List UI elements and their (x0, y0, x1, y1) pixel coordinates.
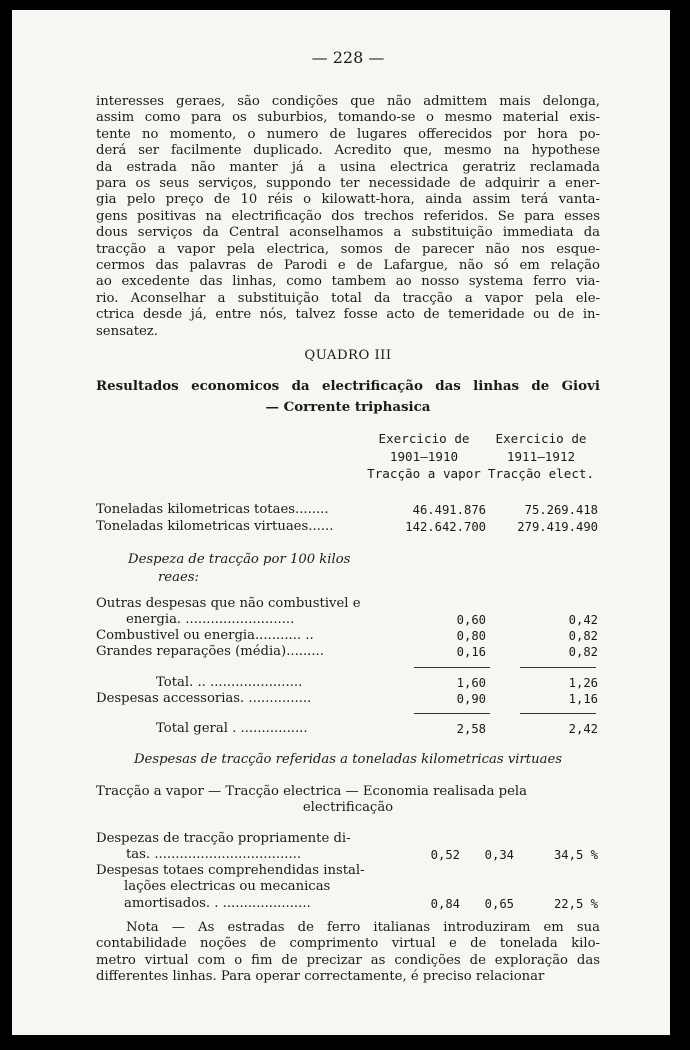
text-line: dous serviços da Central aconselhamos a substituição immediata da (96, 225, 600, 241)
text-line: Nota — As estradas de ferro italianas introduziram em sua (126, 920, 600, 935)
sum-rule (414, 713, 490, 714)
footnote-paragraph (96, 920, 600, 986)
text-line: differentes linhas. Para operar correctamente, é preciso relacionar (96, 969, 545, 985)
section-subtitle: Despesas de tracção referidas a toneladas kilometricas virtuaes (133, 752, 563, 767)
text-line: sensatez. (96, 323, 158, 339)
text-line: assim como para os suburbios, tomando-se o mesmo material exis- (96, 110, 600, 126)
text-line: gia pelo preço de 10 réis o kilowatt-hora, ainda assim terá vanta- (96, 192, 600, 208)
section-subtitle: Despeza de tracção por 100 kilos reaes: (128, 552, 351, 585)
title-word: electrificação (321, 378, 423, 394)
text-line: metro virtual com o fim de precizar as condições de exploração das (96, 952, 600, 968)
text-line: gens positivas na electrificação dos trechos referidos. Se para esses (96, 208, 600, 224)
text-line: ctrica desde já, entre nós, talvez fosse acto de temeridade ou de in- (96, 307, 600, 323)
table-number: QUADRO III (304, 348, 392, 363)
table-title (96, 376, 600, 418)
table-row: Despesas accessorias. ............... 0,90 1,16 (96, 691, 598, 706)
title-word: da (291, 378, 310, 394)
column-header-1911-1912: Exercicio de 1911—1912 Tracção elect. (487, 431, 595, 481)
table-row: Combustivel ou energia........... .. 0,80 0,82 (96, 628, 598, 643)
table-title-line-1 (96, 376, 600, 397)
text-line: da estrada não manter já a usina electrica geratriz reclamada (96, 159, 600, 175)
title-word: economicos (191, 378, 280, 394)
table-row: Despesas totaes comprehendidas instal- lações electricas ou mecanicas amortisados. . ..................... 0,84 0,65 22,5 % (96, 863, 598, 911)
text-line: interesses geraes, são condições que não admittem mais delonga, (96, 94, 600, 109)
text-line: rio. Aconselhar a substituição total da tracção a vapor pela ele- (96, 290, 600, 306)
column-header-1901-1910: Exercicio de 1901—1910 Tracção a vapor (367, 431, 481, 481)
text-line: tracção a vapor pela electrica, somos de parecer não nos esque- (96, 241, 600, 257)
text-line: ao excedente das linhas, como tambem ao nosso systema ferro via- (96, 274, 600, 290)
body-paragraph (96, 94, 600, 340)
title-word: de (531, 378, 550, 394)
page-number: — 228 — (311, 48, 385, 67)
table-row: Toneladas kilometricas totaes........ 46.491.876 75.269.418 (96, 502, 598, 517)
table-row-total-geral: Total geral . ................ 2,58 2,42 (156, 721, 598, 736)
title-word: Giovi (561, 378, 600, 394)
title-word: Resultados (96, 378, 179, 394)
table-row: Despezas de tracção propriamente di- tas. ................................... 0,52 0,34 34,5 % (96, 831, 598, 863)
table-title-line-2: — Corrente triphasica (265, 399, 431, 415)
text-line: cermos das palavras de Parodi e de Lafargue, não só em relação (96, 258, 600, 274)
table-row: energia. .......................... 0,60 0,42 (126, 612, 598, 627)
table-row: Grandes reparações (média)......... 0,16 0,82 (96, 644, 598, 659)
text-line: derá ser facilmente duplicado. Acredito que, mesmo na hypothese (96, 143, 600, 159)
sum-rule (520, 667, 596, 668)
comparison-header: Tracção a vapor — Tracção electrica — Economia realisada pela electrificação (96, 784, 527, 816)
text-line: contabilidade noções de comprimento virtual e de tonelada kilo- (96, 936, 600, 952)
sum-rule (520, 713, 596, 714)
table-row: Total. .. ...................... 1,60 1,26 (156, 675, 598, 690)
table-row: Toneladas kilometricas virtuaes...... 142.642.700 279.419.490 (96, 519, 598, 534)
text-line: tente no momento, o numero de lugares offerecidos por hora po- (96, 126, 600, 142)
title-word: linhas (473, 378, 520, 394)
scanned-page (12, 10, 670, 1035)
table-row: Outras despesas que não combustivel e (96, 596, 361, 611)
sum-rule (414, 667, 490, 668)
title-word: das (435, 378, 461, 394)
text-line: para os seus serviços, suppondo ter necessidade de adquirir a ener- (96, 176, 600, 192)
